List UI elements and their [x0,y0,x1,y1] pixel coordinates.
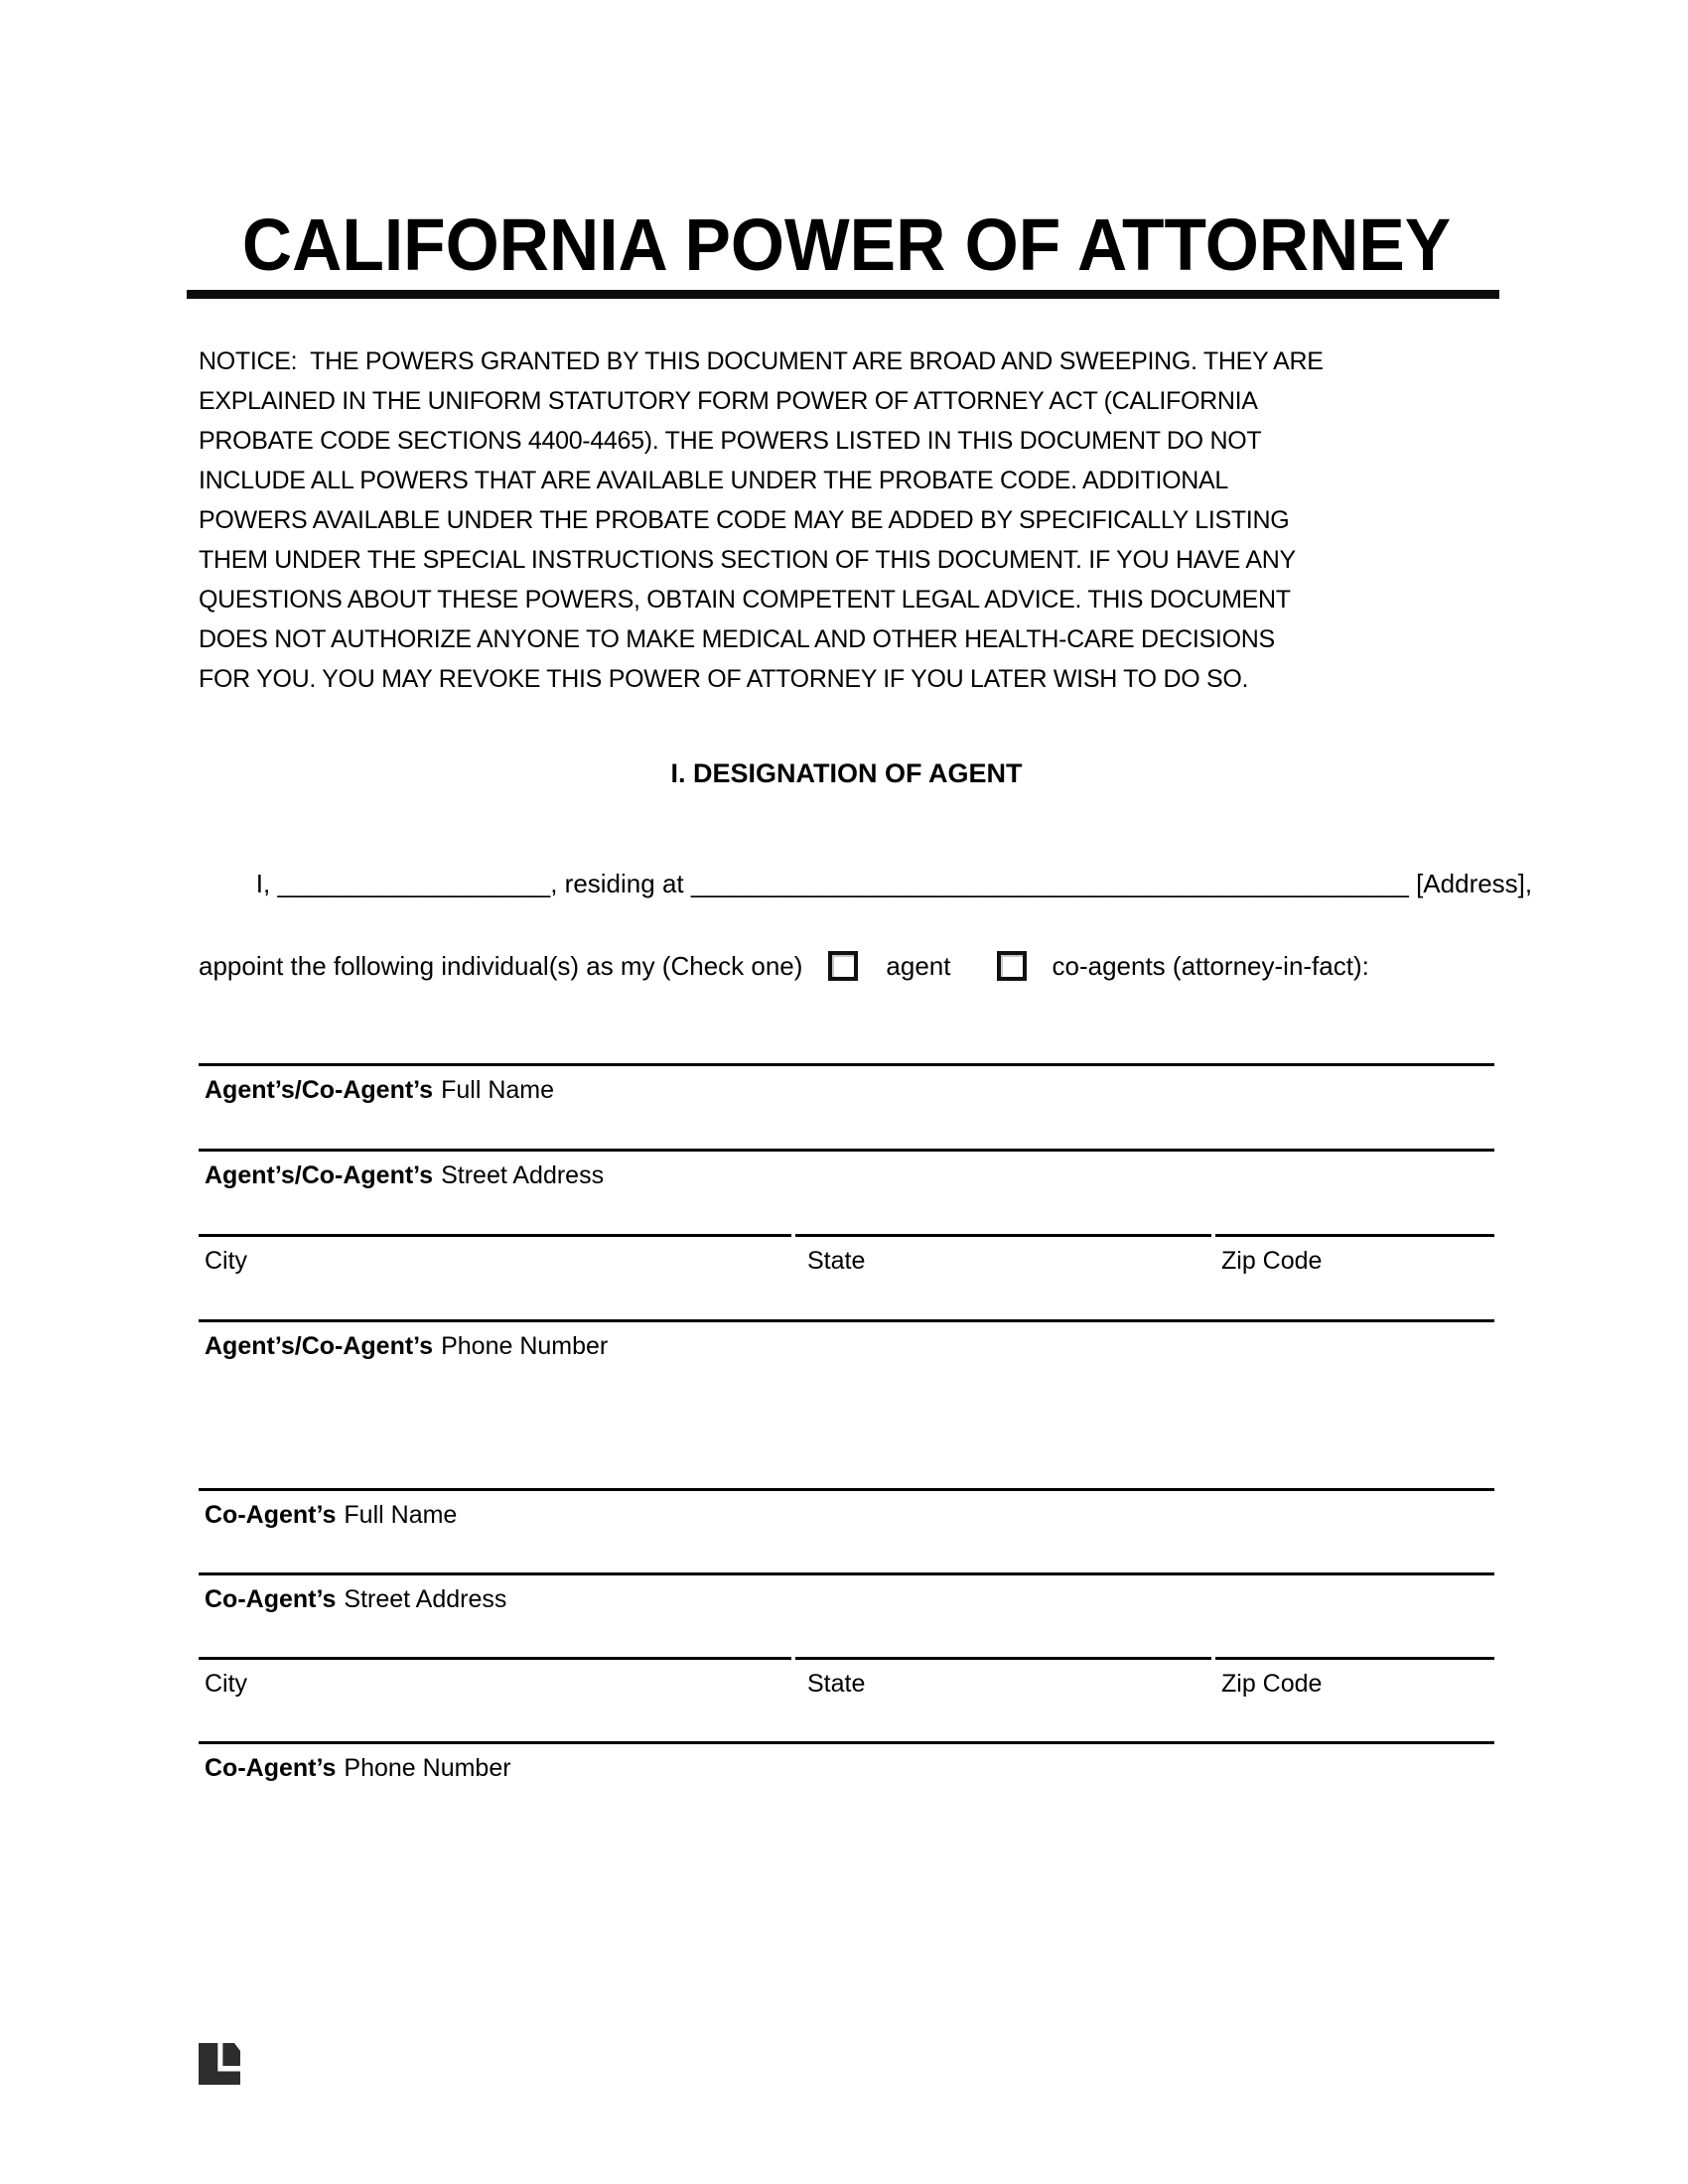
field-label: Street Address [344,1585,507,1613]
notice-line: NOTICE: THE POWERS GRANTED BY THIS DOCUMENT ARE BROAD AND SWEEPING. THEY ARE [199,347,1324,375]
co-agents-checkbox-label: co-agents (attorney-in-fact): [1052,950,1369,981]
agent-fields-group [199,1063,1494,1405]
section-heading-designation-of-agent: I. DESIGNATION OF AGENT [670,758,1023,788]
field-label: State [807,1670,866,1698]
field-label: Full Name [344,1501,458,1529]
designation-intro [199,824,1533,987]
address-tag: [Address], [1408,869,1533,898]
field-label-bold: Agent’s/Co-Agent’s [205,1161,434,1189]
notice-line: INCLUDE ALL POWERS THAT ARE AVAILABLE UNDER THE PROBATE CODE. ADDITIONAL [199,467,1229,494]
document-title: CALIFORNIA POWER OF ATTORNEY [241,204,1452,286]
field-label: Zip Code [1221,1670,1323,1698]
notice-line: QUESTIONS ABOUT THESE POWERS, OBTAIN COMPETENT LEGAL ADVICE. THIS DOCUMENT [199,586,1291,614]
field-label: City [205,1670,248,1698]
coagent-full-name-field[interactable] [199,1488,1494,1572]
notice-line: EXPLAINED IN THE UNIFORM STATUTORY FORM POWER OF ATTORNEY ACT (CALIFORNIA [199,387,1258,415]
agent-city-field[interactable] [199,1234,791,1319]
principal-address-blank[interactable]: __________________________________________________ [690,869,1409,898]
field-label: Full Name [441,1076,555,1104]
page-content [199,0,1533,1826]
field-label-bold: Co-Agent’s [205,1501,337,1529]
agent-checkbox[interactable] [828,951,858,981]
coagent-street-address-field[interactable] [199,1572,1494,1657]
principal-name-blank[interactable]: ___________________ [277,869,551,898]
coagent-city-state-zip-row [199,1657,1494,1741]
agent-phone-number-field[interactable] [199,1319,1494,1405]
agent-city-state-zip-row [199,1234,1494,1319]
notice-line: FOR YOU. YOU MAY REVOKE THIS POWER OF ATTORNEY IF YOU LATER WISH TO DO SO. [199,665,1249,693]
logo-folded-page-shape [222,2043,240,2066]
coagent-fields-group [199,1488,1494,1826]
co-agents-checkbox[interactable] [997,951,1027,981]
agent-checkbox-label: agent [886,950,951,981]
notice-paragraph [199,341,1494,699]
title-double-rule [187,290,1499,299]
legal-templates-logo [199,2043,240,2085]
field-label: State [807,1247,866,1275]
coagent-state-field[interactable] [795,1657,1211,1741]
notice-line: THEM UNDER THE SPECIAL INSTRUCTIONS SECTION OF THIS DOCUMENT. IF YOU HAVE ANY [199,546,1296,574]
field-label: City [205,1247,248,1275]
field-label-bold: Agent’s/Co-Agent’s [205,1076,434,1104]
field-label-bold: Co-Agent’s [205,1754,337,1782]
agent-full-name-field[interactable] [199,1063,1494,1149]
notice-line: PROBATE CODE SECTIONS 4400-4465). THE POWERS LISTED IN THIS DOCUMENT DO NOT [199,427,1262,455]
field-label-bold: Agent’s/Co-Agent’s [205,1332,434,1360]
agent-zip-code-field[interactable] [1215,1234,1494,1319]
intro-line-1 [199,824,1533,943]
agent-state-field[interactable] [795,1234,1211,1319]
coagent-phone-number-field[interactable] [199,1741,1494,1826]
coagent-zip-code-field[interactable] [1215,1657,1494,1741]
field-label: Phone Number [344,1754,511,1782]
field-label: Zip Code [1221,1247,1323,1275]
notice-line: POWERS AVAILABLE UNDER THE PROBATE CODE MAY BE ADDED BY SPECIFICALLY LISTING [199,506,1290,534]
residing-at-text: , residing at [550,869,691,898]
coagent-city-field[interactable] [199,1657,791,1741]
field-label: Phone Number [441,1332,609,1360]
field-label: Street Address [441,1161,605,1189]
field-label-bold: Co-Agent’s [205,1585,337,1613]
agent-street-address-field[interactable] [199,1149,1494,1234]
intro-prefix: I, [255,869,278,898]
intro-line-2 [199,945,1494,987]
notice-line: DOES NOT AUTHORIZE ANYONE TO MAKE MEDICAL AND OTHER HEALTH-CARE DECISIONS [199,625,1275,653]
check-one-text: appoint the following individual(s) as my (Check one) [199,950,803,981]
